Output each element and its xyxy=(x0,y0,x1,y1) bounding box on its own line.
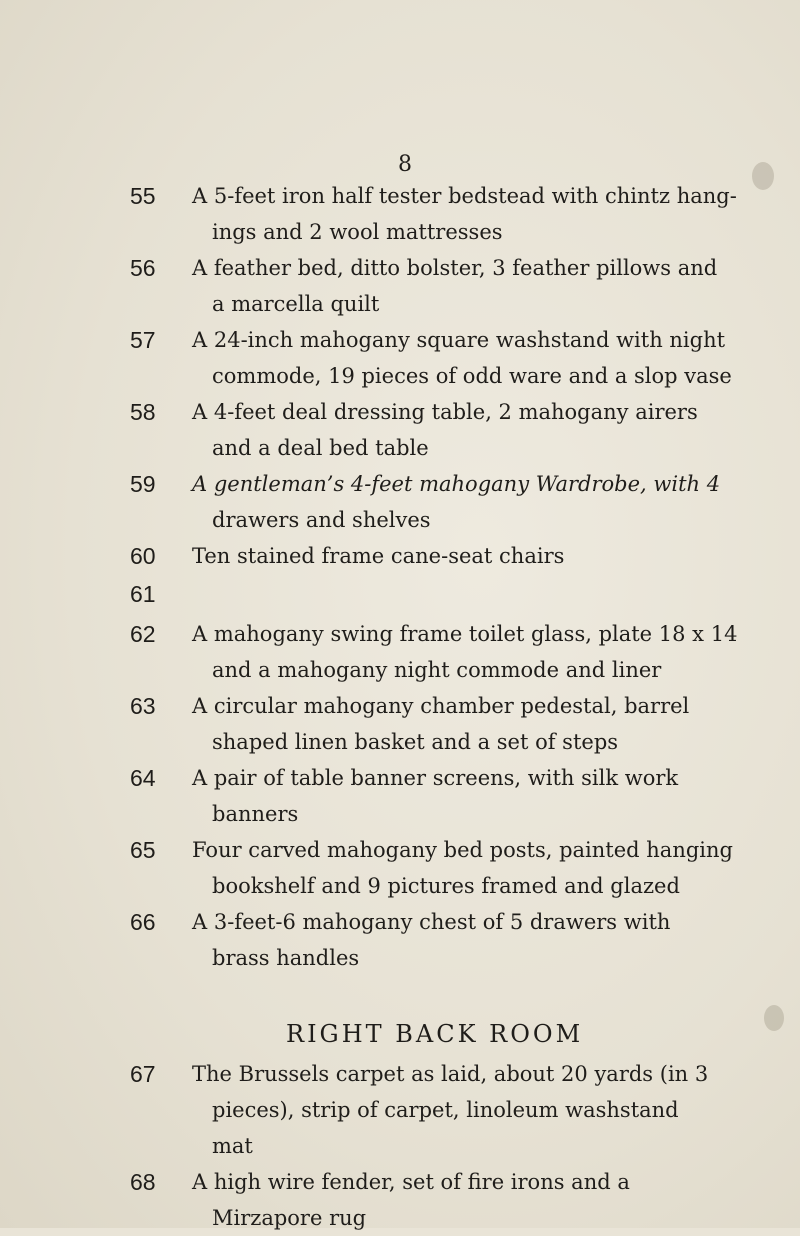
lot-description-continued: and a mahogany night commode and liner xyxy=(212,658,662,682)
page-number: 8 xyxy=(398,152,412,177)
lot-number: 63 xyxy=(130,693,156,719)
lot-entry xyxy=(130,322,770,394)
lot-description-continued: shaped linen basket and a set of steps xyxy=(212,730,619,754)
lot-number: 60 xyxy=(130,543,156,569)
lot-description: A 24-inch mahogany square washstand with night xyxy=(192,328,726,352)
lot-entry xyxy=(130,832,770,904)
lot-description: The Brussels carpet as laid, about 20 yards (in 3 xyxy=(192,1062,709,1086)
lot-entry xyxy=(130,466,770,538)
lot-entry xyxy=(130,616,770,688)
lot-description-continued: and a deal bed table xyxy=(212,436,429,460)
lot-number: 66 xyxy=(130,909,156,935)
lot-description-continued: brass handles xyxy=(212,946,360,970)
lot-entry xyxy=(130,394,770,466)
lot-entry xyxy=(130,538,770,574)
lot-number: 55 xyxy=(130,183,156,209)
lot-description: A gentleman’s 4-feet mahogany Wardrobe, with 4 xyxy=(192,472,721,496)
lot-description-continued: drawers and shelves xyxy=(212,508,431,532)
paper-stain xyxy=(764,1005,784,1031)
lot-number: 67 xyxy=(130,1061,156,1087)
lot-entry xyxy=(130,1164,770,1236)
lot-number: 65 xyxy=(130,837,156,863)
lot-number: 56 xyxy=(130,255,156,281)
lot-entry xyxy=(130,760,770,832)
lot-description: A feather bed, ditto bolster, 3 feather pillows and xyxy=(192,256,718,280)
lot-description-continued: a marcella quilt xyxy=(212,292,380,316)
lot-entry xyxy=(130,250,770,322)
lot-description-continued: banners xyxy=(212,802,299,826)
lot-number: 61 xyxy=(130,581,156,607)
lot-number: 59 xyxy=(130,471,156,497)
lot-number: 57 xyxy=(130,327,156,353)
section-heading: RIGHT BACK ROOM xyxy=(286,1020,584,1048)
lot-description: A 4-feet deal dressing table, 2 mahogany airers xyxy=(192,400,698,424)
lot-description: Four carved mahogany bed posts, painted hanging xyxy=(192,838,733,862)
lot-description: A high wire fender, set of fire irons and a xyxy=(192,1170,630,1194)
lot-entry xyxy=(130,688,770,760)
lot-description-continued: mat xyxy=(212,1134,253,1158)
lot-description: A circular mahogany chamber pedestal, barrel xyxy=(192,694,690,718)
lot-entry xyxy=(130,1056,770,1164)
lot-description: A pair of table banner screens, with silk work xyxy=(192,766,679,790)
lot-description: A 5-feet iron half tester bedstead with chintz hang- xyxy=(192,184,737,208)
lot-number: 64 xyxy=(130,765,156,791)
lot-description: Ten stained frame cane-seat chairs xyxy=(192,544,565,568)
lot-description-continued: commode, 19 pieces of odd ware and a slop vase xyxy=(212,364,732,388)
lot-description-continued: bookshelf and 9 pictures framed and glazed xyxy=(212,874,680,898)
lot-description: A mahogany swing frame toilet glass, plate 18 x 14 xyxy=(192,622,738,646)
lot-entry xyxy=(130,178,770,250)
lot-description: A 3-feet-6 mahogany chest of 5 drawers with xyxy=(192,910,671,934)
lot-number: 68 xyxy=(130,1169,156,1195)
lot-entry xyxy=(130,904,770,976)
lot-description-continued: ings and 2 wool mattresses xyxy=(212,220,503,244)
lot-number: 62 xyxy=(130,621,156,647)
lot-description-continued: Mirzapore rug xyxy=(212,1206,367,1230)
lot-number: 58 xyxy=(130,399,156,425)
lot-description-continued: pieces), strip of carpet, linoleum washstand xyxy=(212,1098,679,1122)
